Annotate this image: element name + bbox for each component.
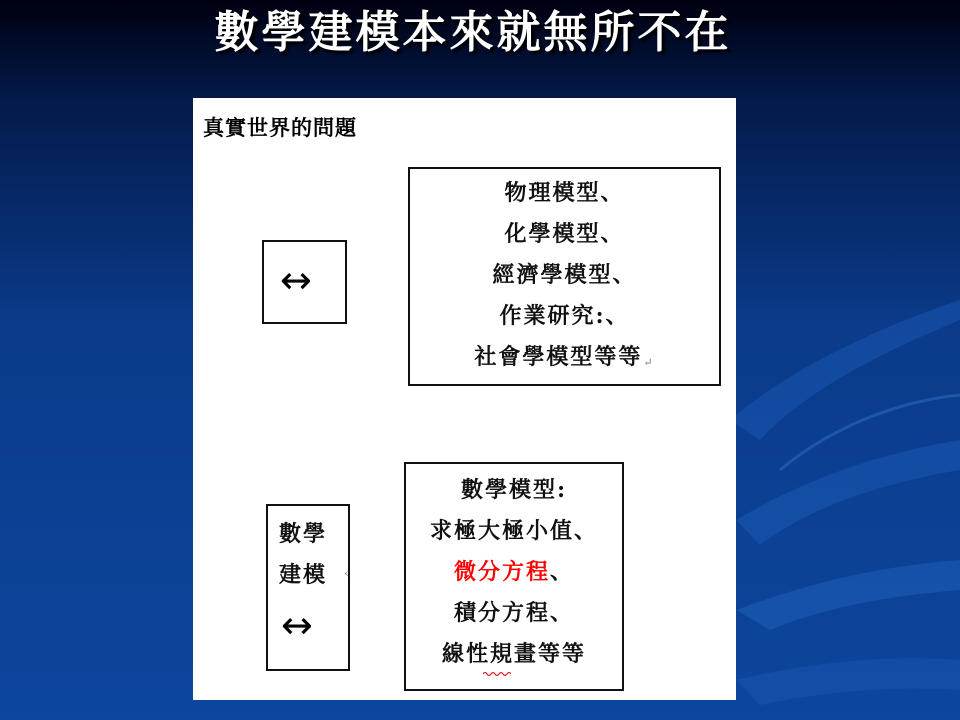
top-arrow-box xyxy=(262,240,347,324)
small-mark-icon: ‹ xyxy=(344,566,349,580)
content-panel xyxy=(193,98,736,700)
math-model-line: 求極大極小值、 xyxy=(429,518,598,544)
highlighted-differential-equation: 微分方程 xyxy=(453,559,550,585)
math-modeling-box xyxy=(266,504,350,671)
math-models-box xyxy=(404,462,624,691)
enumeration-comma: 、 xyxy=(550,559,575,585)
math-model-line: 線性規畫等等 xyxy=(441,641,586,667)
model-line: 經濟學模型、 xyxy=(492,262,637,288)
math-modeling-line: 數學 xyxy=(279,521,328,547)
math-modeling-label xyxy=(279,514,327,596)
model-line-text: 社會學模型等等 xyxy=(474,344,643,370)
model-line xyxy=(410,337,719,378)
model-line: 物理模型、 xyxy=(504,180,625,206)
math-model-line xyxy=(406,552,622,593)
model-line: 化學模型、 xyxy=(504,221,625,247)
slide-title: 數學建模本來就無所不在 xyxy=(214,7,732,58)
real-world-problems-heading: 真實世界的問題 xyxy=(203,115,357,140)
math-model-line: 積分方程、 xyxy=(453,600,574,626)
spellcheck-underline xyxy=(483,671,511,677)
model-line: 作業研究:、 xyxy=(499,303,630,329)
science-models-list xyxy=(410,173,719,378)
math-modeling-line: 建模 xyxy=(279,562,328,588)
double-arrow-icon: ↔ xyxy=(280,258,312,302)
math-models-list xyxy=(406,470,622,675)
science-models-box xyxy=(408,167,721,386)
math-model-line: 數學模型: xyxy=(460,477,568,503)
paragraph-mark-icon: ↵ xyxy=(643,356,655,369)
double-arrow-icon: ↔ xyxy=(281,603,313,647)
